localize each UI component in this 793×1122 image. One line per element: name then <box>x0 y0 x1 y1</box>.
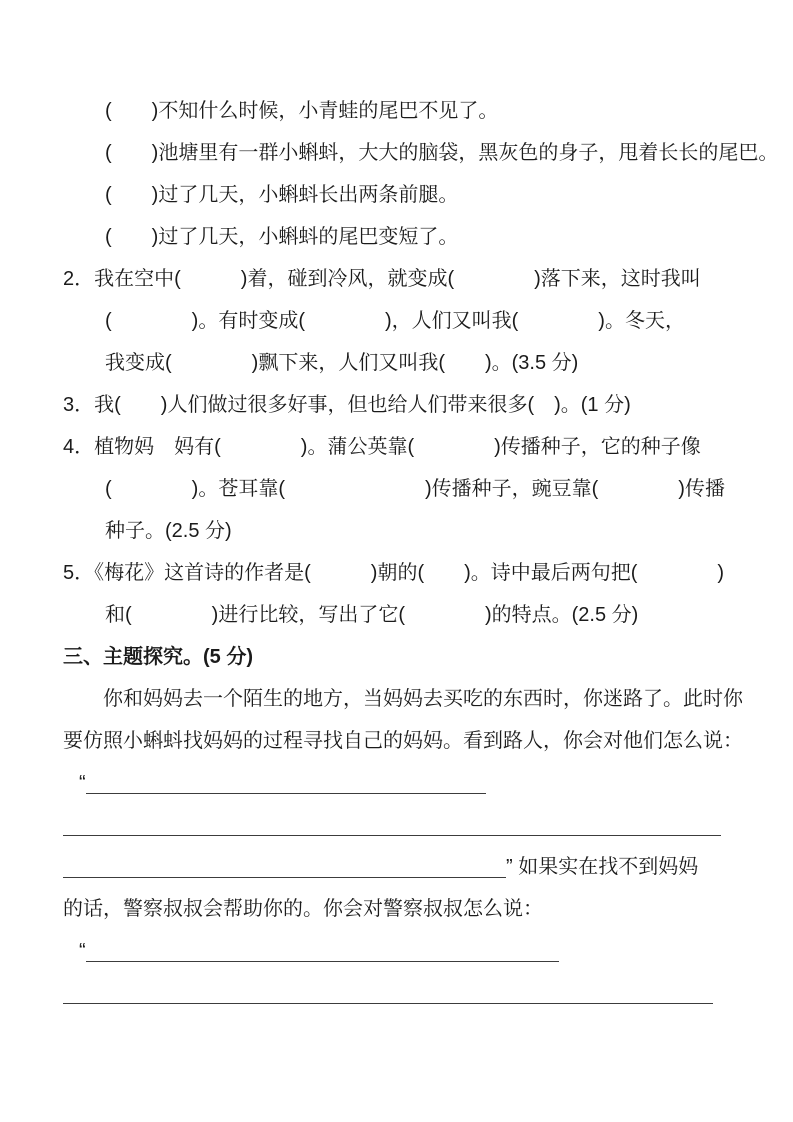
answer-1-blank-line-2 <box>63 804 741 846</box>
intro-paragraph-line-2: 要仿照小蝌蚪找妈妈的过程寻找自己的妈妈。看到路人，你会对他们怎么说： <box>63 730 743 752</box>
question-3-line: 3．我( )人们做过很多好事，但也给人们带来很多( )。(1 分) <box>63 394 631 416</box>
answer-blank-underline <box>63 1003 713 1004</box>
follow-paragraph-line: 的话，警察叔叔会帮助你的。你会对警察叔叔怎么说： <box>63 898 543 920</box>
ordering-item-3: ( )过了几天，小蝌蚪长出两条前腿。 <box>105 184 459 206</box>
answer-blank-underline <box>63 835 721 836</box>
ordering-item-4: ( )过了几天，小蝌蚪的尾巴变短了。 <box>105 226 459 248</box>
question-5-line-1: 5．《梅花》这首诗的作者是( )朝的( )。诗中最后两句把( ) <box>63 562 725 584</box>
section-3-heading: 三、主题探究。(5 分) <box>63 646 253 668</box>
intro-paragraph-line-1: 你和妈妈去一个陌生的地方，当妈妈去买吃的东西时，你迷路了。此时你 <box>63 688 743 710</box>
answer-blank-underline <box>63 877 506 878</box>
close-quote-text: ” 如果实在找不到妈妈 <box>506 856 699 878</box>
answer-2-blank-line-2 <box>63 972 741 1014</box>
ordering-item-2: ( )池塘里有一群小蝌蚪，大大的脑袋，黑灰色的身子，甩着长长的尾巴。 <box>105 142 779 164</box>
question-2-line-1: 2．我在空中( )着，碰到冷风，就变成( )落下来，这时我叫 <box>63 268 701 290</box>
question-2-line-2: ( )。有时变成( )，人们又叫我( )。冬天， <box>105 310 685 332</box>
question-4-line-3: 种子。(2.5 分) <box>105 520 232 542</box>
answer-blank-underline <box>86 793 486 794</box>
question-2-line-3: 我变成( )飘下来，人们又叫我( )。(3.5 分) <box>105 352 579 374</box>
question-4-line-2: ( )。苍耳靠( )传播种子，豌豆靠( )传播 <box>105 478 725 500</box>
answer-blank-underline <box>86 961 559 962</box>
answer-1-blank-line-3 <box>63 846 741 888</box>
question-5-line-2: 和( )进行比较，写出了它( )的特点。(2.5 分) <box>105 604 639 626</box>
answer-2-quote-line <box>63 930 741 972</box>
answer-1-quote-line <box>63 762 741 804</box>
open-quote-mark: “ <box>79 772 86 794</box>
worksheet-content <box>63 90 779 1014</box>
ordering-item-1: ( )不知什么时候，小青蛙的尾巴不见了。 <box>105 100 499 122</box>
question-4-line-1: 4．植物妈 妈有( )。蒲公英靠( )传播种子，它的种子像 <box>63 436 701 458</box>
open-quote-mark: “ <box>79 940 86 962</box>
